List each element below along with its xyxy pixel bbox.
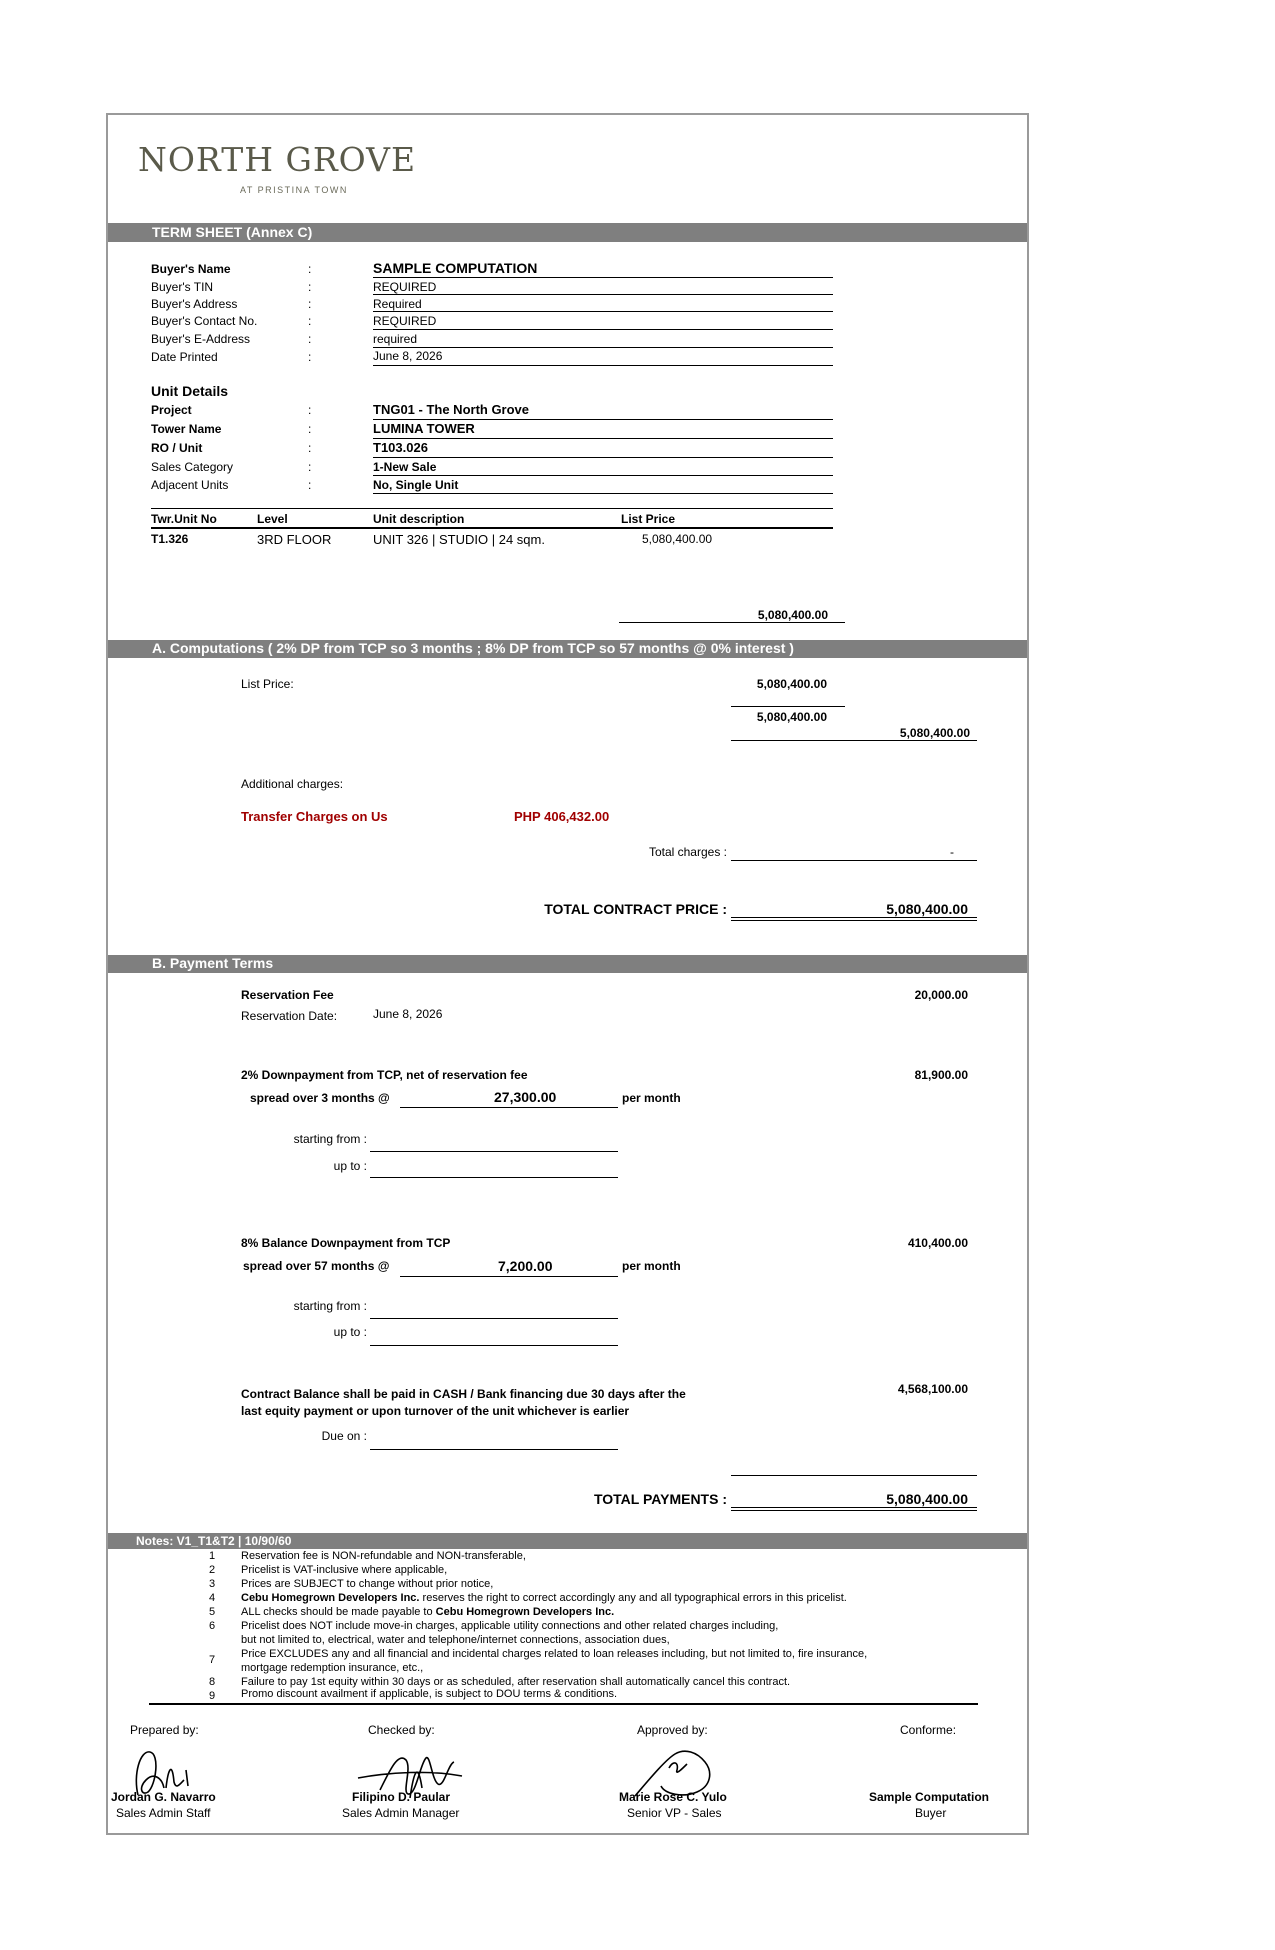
colon: : [308, 280, 312, 294]
note-text-rest: reserves the right to correct accordingly any and all typographical errors in this pricelist. [419, 1592, 847, 1604]
payment-terms-title: B. Payment Terms [152, 955, 274, 971]
list-price-value-2: 5,080,400.00 [756, 710, 827, 724]
unit-details-title: Unit Details [151, 383, 229, 399]
tower-name-label: Tower Name [151, 422, 222, 436]
underline [373, 277, 833, 278]
logo-wordmark: NORTH GROVE [138, 140, 417, 179]
colon: : [308, 478, 312, 492]
underline [731, 706, 845, 707]
underline [731, 860, 977, 861]
note-text: Prices are SUBJECT to change without prior notice, [241, 1578, 494, 1590]
colon: : [308, 403, 312, 417]
sales-category-label: Sales Category [151, 460, 234, 474]
underline [373, 438, 833, 439]
signatory-name: Jordan G. Navarro [111, 1790, 216, 1804]
underline [373, 475, 833, 476]
note-text [241, 1606, 614, 1618]
term-sheet-title: TERM SHEET (Annex C) [152, 224, 313, 240]
note-number: 5 [209, 1606, 216, 1618]
colon: : [308, 350, 312, 364]
underline [370, 1177, 618, 1178]
underline [373, 365, 833, 366]
tower-name-value: LUMINA TOWER [373, 421, 475, 436]
colon: : [308, 441, 312, 455]
dp1-starting-from: starting from : [293, 1132, 367, 1146]
underline [370, 1318, 618, 1319]
conforme-label: Conforme: [900, 1723, 957, 1737]
colon: : [308, 332, 312, 346]
buyer-contact-label: Buyer's Contact No. [151, 314, 258, 328]
dp2-up-to: up to : [333, 1325, 367, 1339]
table-header-unit-no: Twr.Unit No [151, 512, 217, 526]
note-number: 2 [209, 1564, 216, 1576]
dp1-up-to: up to : [333, 1159, 367, 1173]
note-text-lead: ALL checks should be made payable to [241, 1606, 436, 1618]
signatory-title: Sales Admin Manager [342, 1806, 460, 1820]
checked-by-label: Checked by: [368, 1723, 435, 1737]
double-underline [731, 1510, 977, 1511]
tcp-value: 5,080,400.00 [886, 901, 968, 917]
buyer-tin-value: REQUIRED [373, 280, 437, 294]
note-number: 7 [209, 1654, 216, 1666]
transfer-charges-label: Transfer Charges on Us [241, 809, 388, 824]
note-number: 8 [209, 1676, 216, 1688]
notes-header [108, 1533, 1027, 1549]
dp2-starting-from: starting from : [293, 1299, 367, 1313]
list-price-value-3: 5,080,400.00 [899, 726, 970, 740]
list-price-value-1: 5,080,400.00 [756, 677, 827, 691]
reservation-date-label: Reservation Date: [241, 1009, 338, 1023]
notes-bottom-rule [149, 1703, 978, 1705]
note-number: 9 [209, 1690, 216, 1702]
note-text: Pricelist is VAT-inclusive where applicable, [241, 1564, 448, 1576]
underline [373, 457, 833, 458]
adjacent-units-label: Adjacent Units [151, 478, 229, 492]
note-text: Promo discount availment if applicable, is subject to DOU terms & conditions. [241, 1688, 617, 1700]
underline [370, 1151, 618, 1152]
company-name: Cebu Homegrown Developers Inc. [241, 1592, 420, 1604]
total-charges-value: - [950, 845, 954, 859]
dp2-total: 410,400.00 [907, 1236, 968, 1250]
underline [400, 1107, 618, 1108]
balance-line-2: last equity payment or upon turnover of the unit whichever is earlier [241, 1404, 630, 1418]
underline [373, 311, 833, 312]
underline [370, 1345, 618, 1346]
underline [731, 740, 977, 741]
balance-value: 4,568,100.00 [897, 1382, 968, 1396]
note-number: 4 [209, 1592, 216, 1604]
table-cell-unit-no: T1.326 [151, 532, 189, 546]
table-header-list-price: List Price [621, 512, 676, 526]
dp1-monthly: 27,300.00 [494, 1089, 557, 1105]
total-payments-value: 5,080,400.00 [886, 1491, 968, 1507]
total-charges-label: Total charges : [648, 845, 727, 859]
underline [731, 1475, 977, 1476]
colon: : [308, 297, 312, 311]
logo-subtitle: AT PRISTINA TOWN [240, 185, 348, 195]
reservation-fee-value: 20,000.00 [914, 988, 968, 1002]
reservation-date-value: June 8, 2026 [373, 1007, 443, 1021]
project-label: Project [151, 403, 192, 417]
buyer-contact-value: REQUIRED [373, 314, 437, 328]
reservation-fee-label: Reservation Fee [241, 988, 334, 1002]
term-sheet-header [108, 223, 1027, 242]
subtotal-rule [619, 622, 845, 623]
computations-header [108, 640, 1027, 658]
colon: : [308, 422, 312, 436]
balance-line-1: Contract Balance shall be paid in CASH / Bank financing due 30 days after the [241, 1387, 686, 1401]
due-on-label: Due on : [321, 1429, 367, 1443]
underline [731, 1507, 977, 1508]
note-text-continued: but not limited to, electrical, water and telephone/internet connections, association dues, [241, 1634, 670, 1646]
note-text: Price EXCLUDES any and all financial and incidental charges related to loan releases including, but not limited to, fire insurance, [241, 1648, 868, 1660]
dp2-monthly: 7,200.00 [498, 1258, 553, 1274]
buyer-address-value: Required [373, 297, 422, 311]
dp1-total: 81,900.00 [914, 1068, 968, 1082]
table-header-description: Unit description [373, 512, 465, 526]
underline [373, 419, 833, 420]
note-text: Pricelist does NOT include move-in charges, applicable utility connections and other related charges including, [241, 1620, 779, 1632]
tcp-label: TOTAL CONTRACT PRICE : [544, 901, 727, 917]
ro-unit-value: T103.026 [373, 440, 428, 455]
signatory-title: Senior VP - Sales [627, 1806, 722, 1820]
buyer-tin-label: Buyer's TIN [151, 280, 214, 294]
note-text: Failure to pay 1st equity within 30 days or as scheduled, after reservation shall automatically cancel this contract. [241, 1676, 791, 1688]
table-top-rule [151, 508, 833, 509]
notes-title: Notes: V1_T1&T2 | 10/90/60 [136, 1534, 292, 1548]
note-number: 6 [209, 1620, 216, 1632]
note-text: Reservation fee is NON-refundable and NON-transferable, [241, 1550, 526, 1562]
signatory-name: Filipino D. Paular [352, 1790, 451, 1804]
ro-unit-label: RO / Unit [151, 441, 203, 455]
double-underline [731, 920, 977, 921]
prepared-by-label: Prepared by: [130, 1723, 199, 1737]
colon: : [308, 314, 312, 328]
note-text [241, 1592, 847, 1604]
buyer-name-value: SAMPLE COMPUTATION [373, 260, 538, 276]
underline [373, 294, 833, 295]
date-printed-value: June 8, 2026 [373, 349, 443, 363]
transfer-charges-value: PHP 406,432.00 [514, 809, 610, 824]
buyer-email-value: required [373, 332, 418, 346]
underline [731, 917, 977, 918]
underline [370, 1449, 618, 1450]
buyer-name-label: Buyer's Name [151, 262, 231, 276]
project-value: TNG01 - The North Grove [373, 402, 530, 417]
underline [400, 1276, 618, 1277]
buyer-email-label: Buyer's E-Address [151, 332, 250, 346]
adjacent-units-value: No, Single Unit [373, 478, 459, 492]
table-cell-level: 3RD FLOOR [257, 532, 332, 547]
payment-terms-header [108, 955, 1027, 973]
signatory-name: Marie Rose C. Yulo [619, 1790, 727, 1804]
table-header-level: Level [257, 512, 288, 526]
table-cell-description: UNIT 326 | STUDIO | 24 sqm. [373, 532, 545, 547]
colon: : [308, 460, 312, 474]
dp1-label: 2% Downpayment from TCP, net of reservation fee [241, 1068, 528, 1082]
per-month: per month [622, 1259, 681, 1273]
note-number: 3 [209, 1578, 216, 1590]
signatory-title: Buyer [915, 1806, 947, 1820]
subtotal-value: 5,080,400.00 [757, 608, 828, 622]
underline [373, 329, 833, 330]
date-printed-label: Date Printed [151, 350, 218, 364]
note-text-continued: mortgage redemption insurance, etc., [241, 1662, 424, 1674]
underline [373, 347, 833, 348]
dp2-label: 8% Balance Downpayment from TCP [241, 1236, 451, 1250]
table-cell-list-price: 5,080,400.00 [642, 532, 713, 546]
signatory-name: Sample Computation [869, 1790, 990, 1804]
list-price-label: List Price: [241, 677, 294, 691]
underline [373, 493, 833, 494]
per-month: per month [622, 1091, 681, 1105]
buyer-address-label: Buyer's Address [151, 297, 238, 311]
sales-category-value: 1-New Sale [373, 460, 437, 474]
total-payments-label: TOTAL PAYMENTS : [593, 1491, 727, 1507]
table-header-rule [151, 527, 833, 529]
dp1-spread: spread over 3 months @ [250, 1091, 390, 1105]
colon: : [308, 262, 312, 276]
additional-charges-label: Additional charges: [241, 777, 344, 791]
signatory-title: Sales Admin Staff [116, 1806, 211, 1820]
approved-by-label: Approved by: [637, 1723, 708, 1737]
note-number: 1 [209, 1550, 216, 1562]
dp2-spread: spread over 57 months @ [243, 1259, 390, 1273]
computations-title: A. Computations ( 2% DP from TCP so 3 months ; 8% DP from TCP so 57 months @ 0% interest ) [152, 640, 794, 656]
company-name: Cebu Homegrown Developers Inc. [435, 1606, 615, 1618]
document-frame [106, 113, 1029, 1835]
